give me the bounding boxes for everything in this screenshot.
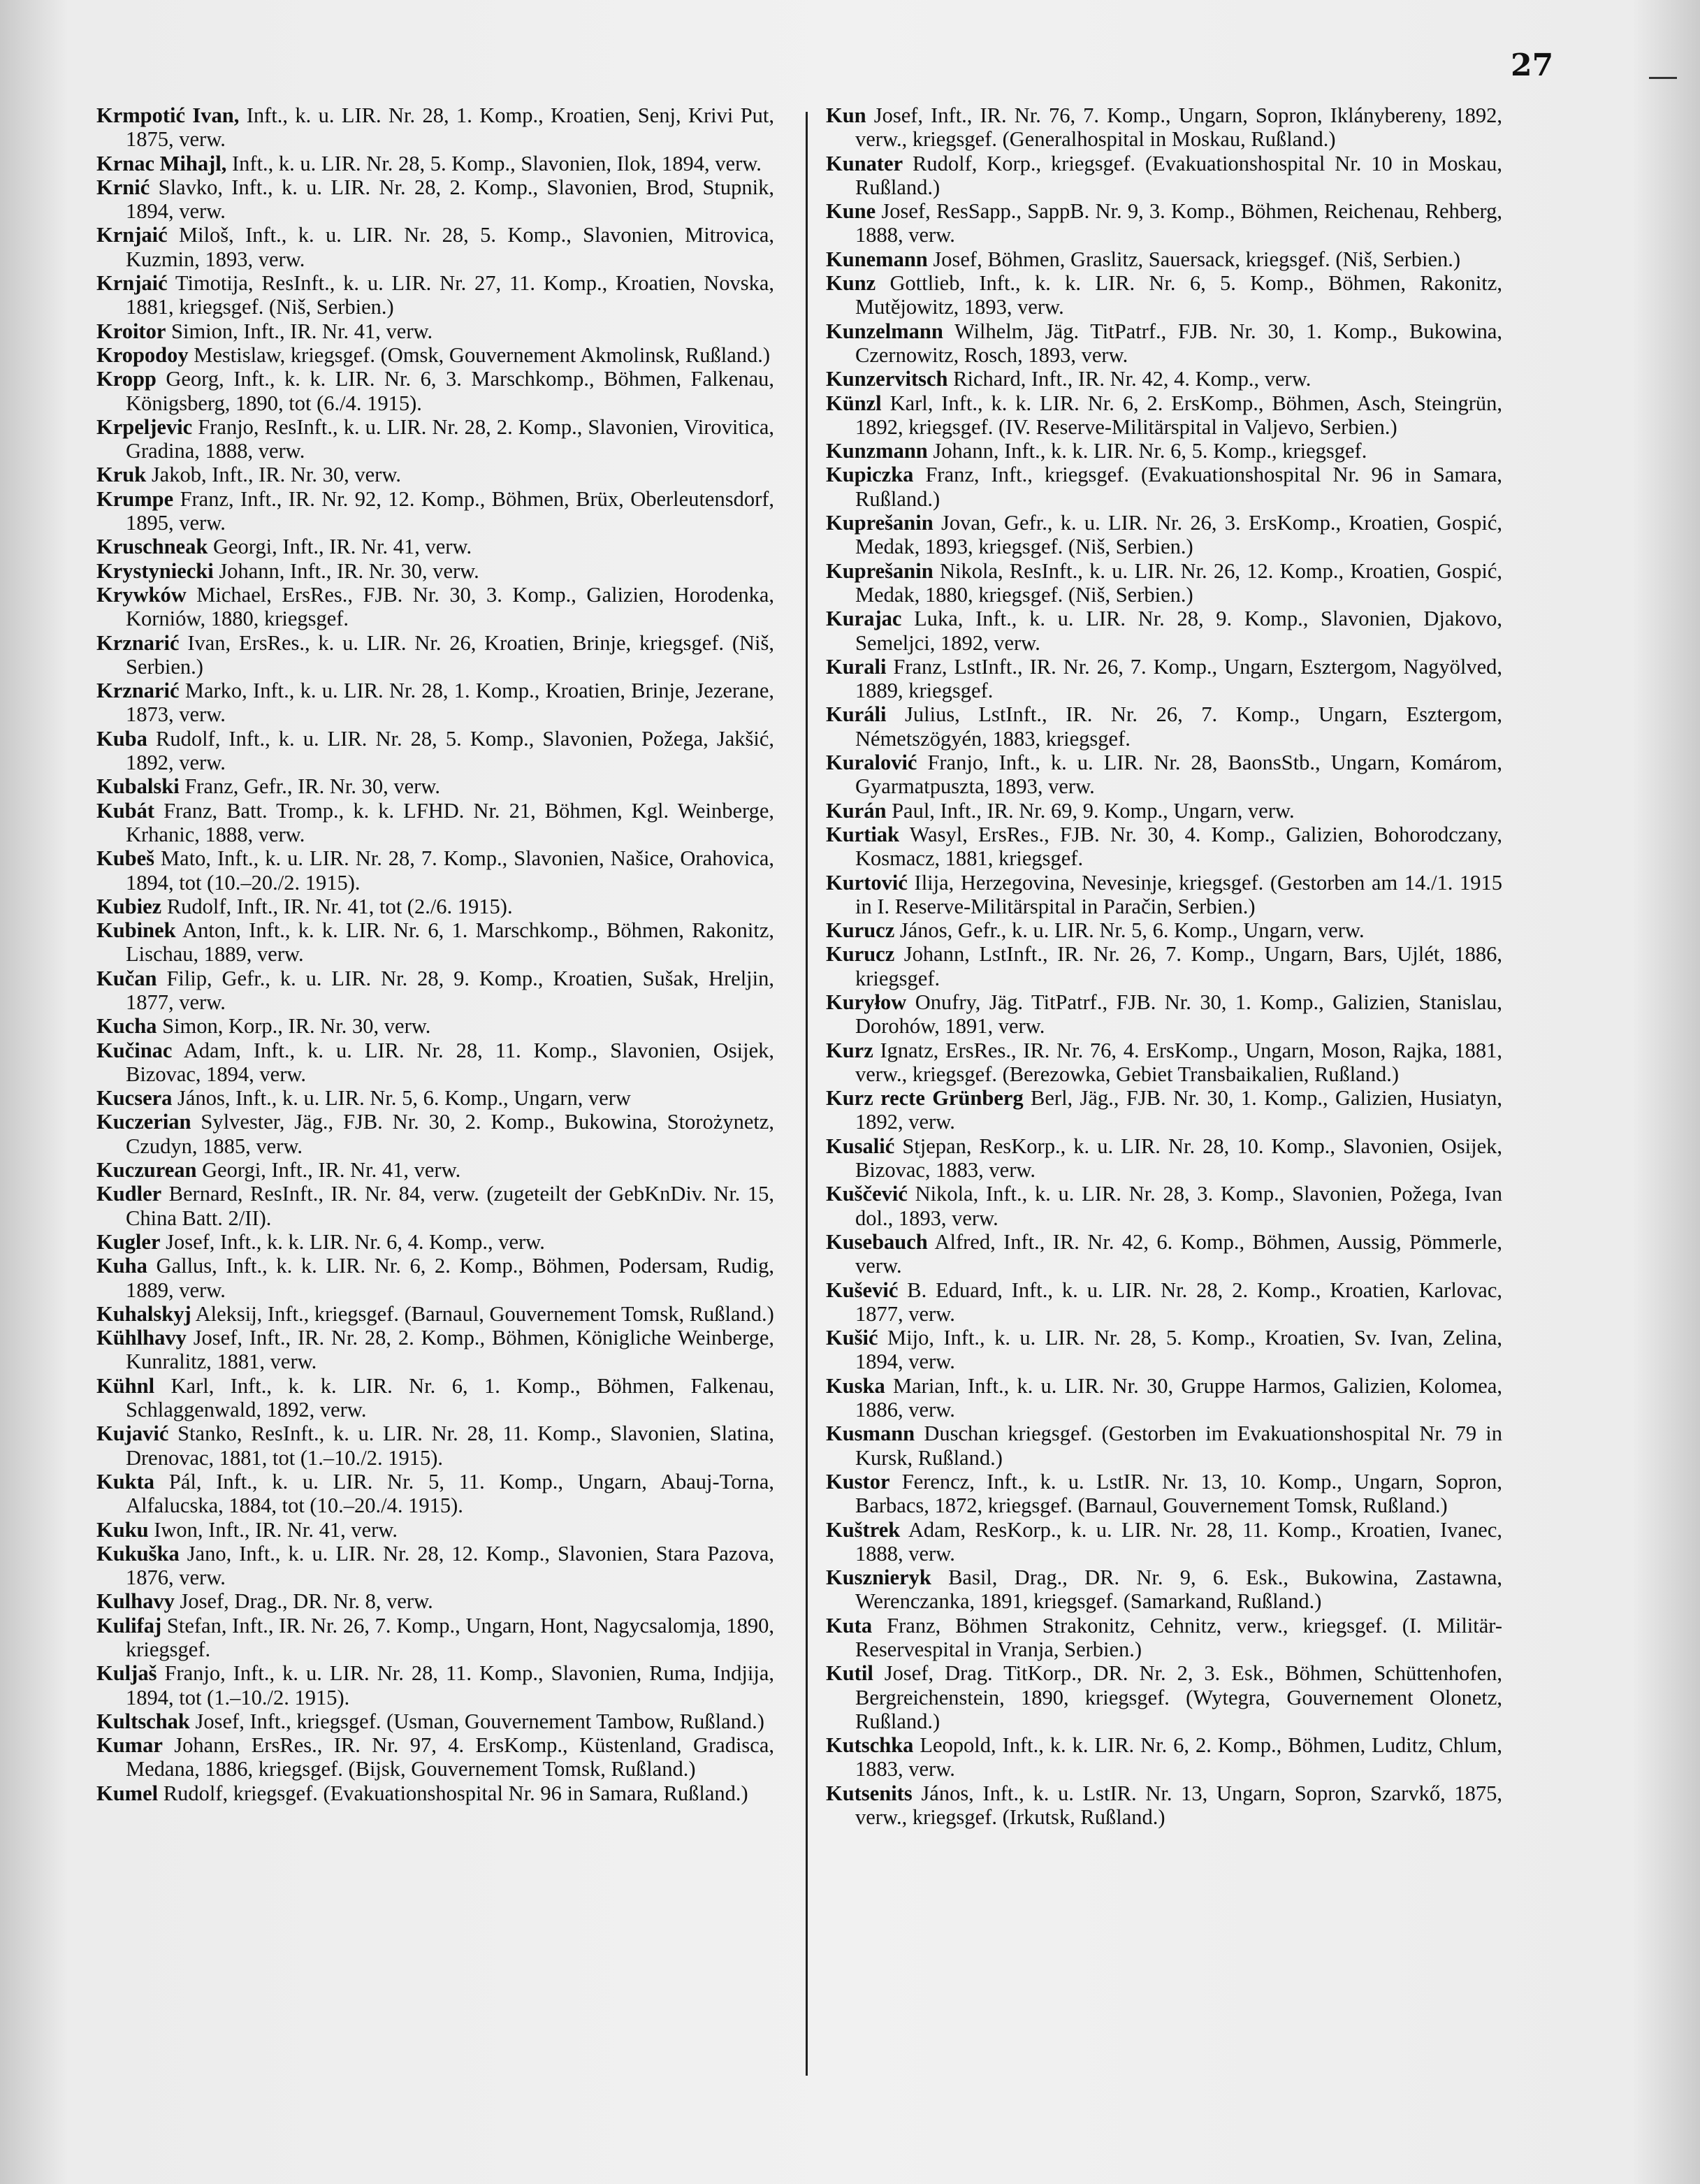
entry-details: Wilhelm, Jäg. TitPatrf., FJB. Nr. 30, 1. Komp., Bukowina, Czernowitz, Rosch, 1893, verw.	[855, 319, 1502, 367]
entry-name: Kruschneak	[96, 535, 208, 559]
entry	[96, 1182, 774, 1230]
entry	[96, 367, 774, 415]
entry-details: B. Eduard, Inft., k. u. LIR. Nr. 28, 2. Komp., Kroatien, Karlovac, 1877, verw.	[855, 1278, 1503, 1326]
entry-details: János, Inft., k. u. LIR. Nr. 5, 6. Komp., Ungarn, verw	[177, 1086, 631, 1111]
entry-name: Krnić	[96, 175, 150, 199]
entry	[826, 1565, 1502, 1614]
entry-details: Josef, Drag. TitKorp., DR. Nr. 2, 3. Esk., Böhmen, Schüttenhofen, Bergreichenstein, 1890, kriegsgef. (Wytegra, Gouvernement Olonetz, Rußland.)	[855, 1661, 1503, 1733]
entry	[96, 343, 774, 367]
entry-details: Richard, Inft., IR. Nr. 42, 4. Komp., verw.	[953, 367, 1312, 391]
entry-details: Simion, Inft., IR. Nr. 41, verw.	[171, 319, 433, 343]
entry	[826, 511, 1502, 559]
entry	[826, 247, 1502, 271]
entry-name: Kupiczka	[826, 463, 914, 487]
entry	[826, 1374, 1502, 1422]
entry	[96, 846, 774, 895]
entry-details: Georgi, Inft., IR. Nr. 41, verw.	[212, 535, 472, 559]
entry	[826, 990, 1502, 1039]
entry-name: Kuprešanin	[826, 511, 933, 535]
entry	[96, 1374, 774, 1422]
entry-name: Kroitor	[96, 319, 166, 343]
entry	[826, 367, 1502, 391]
entry-details: Ivan, ErsRes., k. u. LIR. Nr. 26, Kroatien, Brinje, kriegsgef. (Niš, Serbien.)	[126, 630, 774, 679]
entry	[826, 103, 1502, 152]
entry-details: Inft., k. u. LIR. Nr. 28, 5. Komp., Slavonien, Ilok, 1894, verw.	[232, 151, 762, 175]
entry-name: Kunater	[826, 151, 903, 175]
entry-name: Kurán	[826, 798, 887, 823]
entry	[826, 702, 1502, 751]
entry-details: Jovan, Gefr., k. u. LIR. Nr. 26, 3. ErsKomp., Kroatien, Gospić, Medak, 1893, kriegsgef. (Niš, Serbien.)	[855, 511, 1502, 559]
entry-details: Slavko, Inft., k. u. LIR. Nr. 28, 2. Komp., Slavonien, Brod, Stupnik, 1894, verw.	[126, 175, 774, 224]
entry-name: Kubeš	[96, 846, 155, 871]
entry-name: Kuryłow	[826, 990, 907, 1014]
entry	[96, 1230, 774, 1254]
entry-details: Franz, Böhmen Strakonitz, Cehnitz, verw., kriegsgef. (I. Militär-Reservespital in Vranja, Serbien.)	[855, 1613, 1502, 1661]
entry-name: Kutil	[826, 1661, 873, 1686]
entry-details: Jano, Inft., k. u. LIR. Nr. 28, 12. Komp., Slavonien, Stara Pazova, 1876, verw.	[126, 1541, 774, 1590]
entry-name: Kun	[826, 103, 866, 127]
left-column	[96, 103, 774, 1805]
entry	[96, 1661, 774, 1709]
entry-name: Kušević	[826, 1278, 899, 1302]
entry-details: Josef, Inft., k. k. LIR. Nr. 6, 4. Komp., verw.	[166, 1229, 545, 1254]
entry-name: Kučinac	[96, 1038, 173, 1062]
entry-name: Kunzmann	[826, 439, 928, 463]
entry-name: Kušić	[826, 1326, 878, 1350]
entry-name: Kusalić	[826, 1134, 895, 1158]
entry-details: Mestislaw, kriegsgef. (Omsk, Gouvernement Akmolinsk, Rußland.)	[194, 342, 771, 367]
entry	[96, 1709, 774, 1733]
entry-name: Kruk	[96, 463, 147, 487]
entry-name: Kugler	[96, 1229, 161, 1254]
entry-name: Kuha	[96, 1254, 147, 1278]
entry-details: Franz, Inft., IR. Nr. 92, 12. Komp., Böhmen, Brüx, Oberleutensdorf, 1895, verw.	[126, 486, 775, 535]
entry	[96, 1589, 774, 1613]
entry	[96, 583, 774, 631]
entry	[96, 152, 774, 175]
entry-details: Josef, Böhmen, Graslitz, Sauersack, kriegsgef. (Niš, Serbien.)	[933, 247, 1461, 271]
entry-name: Kumar	[96, 1733, 163, 1758]
entry-name: Kühnl	[96, 1373, 155, 1398]
entry-name: Kurtović	[826, 870, 908, 895]
entry-name: Kuralović	[826, 751, 917, 775]
entry	[826, 918, 1502, 942]
entry-name: Kunzelmann	[826, 319, 943, 343]
entry-details: Basil, Drag., DR. Nr. 9, 6. Esk., Bukowina, Zastawna, Werenczanka, 1891, kriegsgef. (Samarkand, Rußland.)	[855, 1565, 1503, 1614]
entry-details: Berl, Jäg., FJB. Nr. 30, 1. Komp., Galizien, Husiatyn, 1892, verw.	[855, 1086, 1502, 1134]
entry-name: Künzl	[826, 391, 882, 415]
entry-name: Kuštrek	[826, 1517, 901, 1542]
entry	[96, 271, 774, 319]
entry	[826, 799, 1502, 823]
entry-name: Kuczerian	[96, 1110, 191, 1134]
entry-details: Nikola, Inft., k. u. LIR. Nr. 28, 3. Komp., Slavonien, Požega, Ivan dol., 1893, verw.	[855, 1182, 1503, 1230]
entry-name: Kuska	[826, 1373, 885, 1398]
entry-name: Kubát	[96, 798, 155, 823]
entry	[96, 535, 774, 558]
entry-name: Kutschka	[826, 1733, 914, 1758]
entry	[96, 319, 774, 343]
entry-name: Kurz recte Grünberg	[826, 1086, 1024, 1111]
entry	[96, 1781, 774, 1805]
entry-details: Franjo, ResInft., k. u. LIR. Nr. 28, 2. Komp., Slavonien, Virovitica, Gradina, 1888, verw.	[126, 414, 774, 463]
entry-details: Rudolf, Korp., kriegsgef. (Evakuationshospital Nr. 10 in Moskau, Rußland.)	[855, 151, 1502, 199]
entry	[96, 679, 774, 727]
entry-name: Kunzervitsch	[826, 367, 948, 391]
entry	[826, 942, 1502, 990]
entry-details: Gallus, Inft., k. k. LIR. Nr. 6, 2. Komp., Böhmen, Podersam, Rudig, 1889, verw.	[126, 1254, 775, 1302]
entry	[96, 559, 774, 583]
entry-details: Bernard, ResInft., IR. Nr. 84, verw. (zugeteilt der GebKnDiv. Nr. 15, China Batt. 2/II).	[126, 1182, 774, 1230]
entry-name: Kuljaš	[96, 1661, 157, 1686]
entry-name: Kubalski	[96, 774, 180, 799]
entry-name: Krnac Mihajl,	[96, 151, 227, 175]
entry-details: Inft., k. u. LIR. Nr. 28, 1. Komp., Kroatien, Senj, Krivi Put, 1875, verw.	[126, 103, 775, 152]
entry-name: Kuščević	[826, 1182, 908, 1206]
entry	[826, 1134, 1502, 1183]
entry	[96, 967, 774, 1015]
entry	[826, 1086, 1502, 1134]
entry-details: Franz, Gefr., IR. Nr. 30, verw.	[184, 774, 440, 799]
entry-name: Kurucz	[826, 942, 895, 967]
entry-name: Kukta	[96, 1469, 155, 1494]
entry-details: Johann, Inft., IR. Nr. 30, verw.	[219, 558, 479, 583]
entry-name: Kurali	[826, 654, 887, 679]
entry-details: Stanko, ResInft., k. u. LIR. Nr. 28, 11. Komp., Slavonien, Slatina, Drenovac, 1881, tot (1.–10./2. 1915).	[126, 1422, 774, 1470]
entry	[96, 463, 774, 486]
entry	[96, 1039, 774, 1087]
entry-details: Josef, Inft., IR. Nr. 76, 7. Komp., Ungarn, Sopron, Iklánybereny, 1892, verw., kriegsgef. (Generalhospital in Moskau, Rußland.)	[855, 103, 1502, 152]
entry	[96, 1518, 774, 1542]
entry-name: Krnjaić	[96, 271, 168, 296]
entry	[96, 1733, 774, 1781]
entry	[96, 1014, 774, 1038]
entry-details: Franz, Batt. Tromp., k. k. LFHD. Nr. 21, Böhmen, Kgl. Weinberge, Krhanic, 1888, verw.	[126, 798, 774, 846]
entry-details: Franz, LstInft., IR. Nr. 26, 7. Komp., Ungarn, Esztergom, Nagyölved, 1889, kriegsgef.	[855, 654, 1502, 703]
entry	[826, 1614, 1502, 1662]
entry	[96, 631, 774, 679]
entry-details: Adam, ResKorp., k. u. LIR. Nr. 28, 11. Komp., Kroatien, Ivanec, 1888, verw.	[855, 1517, 1502, 1565]
entry-details: Rudolf, kriegsgef. (Evakuationshospital Nr. 96 in Samara, Rußland.)	[163, 1781, 748, 1805]
entry	[826, 1230, 1502, 1278]
entry-name: Kulhavy	[96, 1589, 175, 1614]
entry-name: Kuta	[826, 1613, 873, 1637]
entry	[826, 1733, 1502, 1781]
entry-details: Filip, Gefr., k. u. LIR. Nr. 28, 9. Komp., Kroatien, Sušak, Hreljin, 1877, verw.	[126, 966, 774, 1014]
entry-details: Mato, Inft., k. u. LIR. Nr. 28, 7. Komp., Slavonien, Našice, Orahovica, 1894, tot (10.–20./2. 1915).	[126, 846, 775, 895]
entry-details: Karl, Inft., k. k. LIR. Nr. 6, 2. ErsKomp., Böhmen, Asch, Steingrün, 1892, kriegsgef. (IV. Reserve-Militärspital in Valjevo, Serbien.)	[855, 391, 1502, 439]
entry-details: Wasyl, ErsRes., FJB. Nr. 30, 4. Komp., Galizien, Bohorodczany, Kosmacz, 1881, kriegsgef.	[855, 822, 1502, 871]
entry-details: Anton, Inft., k. k. LIR. Nr. 6, 1. Marschkomp., Böhmen, Rakonitz, Lischau, 1889, verw.	[126, 918, 774, 967]
column-divider	[806, 112, 808, 2076]
entry	[96, 799, 774, 847]
entry	[826, 463, 1502, 511]
entry-details: Leopold, Inft., k. k. LIR. Nr. 6, 2. Komp., Böhmen, Luditz, Chlum, 1883, verw.	[855, 1733, 1502, 1781]
entry	[826, 871, 1502, 919]
entry-details: Franz, Inft., kriegsgef. (Evakuationshospital Nr. 96 in Samara, Rußland.)	[855, 463, 1503, 511]
entry-details: Iwon, Inft., IR. Nr. 41, verw.	[154, 1517, 398, 1542]
entry-details: Simon, Korp., IR. Nr. 30, verw.	[162, 1014, 431, 1039]
entry-details: Georgi, Inft., IR. Nr. 41, verw.	[202, 1158, 461, 1183]
entry-name: Kujavić	[96, 1422, 169, 1446]
entry-name: Krznarić	[96, 630, 180, 655]
entry-details: János, Gefr., k. u. LIR. Nr. 5, 6. Komp., Ungarn, verw.	[899, 918, 1365, 943]
entry	[96, 103, 774, 152]
entry	[826, 559, 1502, 607]
entry	[826, 391, 1502, 440]
entry-details: Julius, LstInft., IR. Nr. 26, 7. Komp., Ungarn, Esztergom, Németszögyén, 1883, kriegsgef.	[855, 702, 1503, 751]
entry-details: Jakob, Inft., IR. Nr. 30, verw.	[151, 463, 401, 487]
entry-details: Paul, Inft., IR. Nr. 69, 9. Komp., Ungarn, verw.	[892, 798, 1295, 823]
entry	[96, 1086, 774, 1110]
entry-details: Johann, LstInft., IR. Nr. 26, 7. Komp., Ungarn, Bars, Ujlét, 1886, kriegsgef.	[855, 942, 1503, 990]
entry-details: Luka, Inft., k. u. LIR. Nr. 28, 9. Komp., Slavonien, Djakovo, Semeljci, 1892, verw.	[855, 607, 1503, 655]
entry-details: Mijo, Inft., k. u. LIR. Nr. 28, 5. Komp., Kroatien, Sv. Ivan, Zelina, 1894, verw.	[855, 1326, 1503, 1374]
entry-details: Michael, ErsRes., FJB. Nr. 30, 3. Komp., Galizien, Horodenka, Korniów, 1880, kriegsgef.	[126, 582, 774, 631]
entry-details: Timotija, ResInft., k. u. LIR. Nr. 27, 11. Komp., Kroatien, Novska, 1881, kriegsgef. (Niš, Serbien.)	[126, 271, 775, 319]
entry-details: Johann, Inft., k. k. LIR. Nr. 6, 5. Komp., kriegsgef.	[933, 439, 1367, 463]
entry	[826, 271, 1502, 319]
entry-details: Aleksij, Inft., kriegsgef. (Barnaul, Gouvernement Tomsk, Rußland.)	[195, 1301, 774, 1326]
entry	[826, 607, 1502, 655]
entry-name: Kunz	[826, 271, 876, 296]
entry	[96, 1302, 774, 1326]
entry-name: Kucsera	[96, 1086, 173, 1111]
entry-details: Josef, ResSapp., SappB. Nr. 9, 3. Komp., Böhmen, Reichenau, Rehberg, 1888, verw.	[855, 199, 1503, 247]
entry	[826, 1518, 1502, 1566]
entry-name: Kurz	[826, 1038, 873, 1062]
entry-name: Kühlhavy	[96, 1326, 187, 1350]
entry-name: Krystyniecki	[96, 558, 214, 583]
entry-details: Karl, Inft., k. k. LIR. Nr. 6, 1. Komp., Böhmen, Falkenau, Schlaggenwald, 1892, verw.	[126, 1373, 775, 1422]
entry-details: Miloš, Inft., k. u. LIR. Nr. 28, 5. Komp., Slavonien, Mitrovica, Kuzmin, 1893, verw.	[126, 223, 774, 271]
entry-name: Kunemann	[826, 247, 928, 271]
entry-name: Kultschak	[96, 1709, 190, 1733]
entry-details: Gottlieb, Inft., k. k. LIR. Nr. 6, 5. Komp., Böhmen, Rakonitz, Mutějowitz, 1893, verw.	[855, 271, 1502, 319]
entry-details: Alfred, Inft., IR. Nr. 42, 6. Komp., Böhmen, Aussig, Pömmerle, verw.	[855, 1229, 1502, 1278]
entry-name: Krywków	[96, 582, 187, 607]
entry-name: Kropodoy	[96, 342, 189, 367]
entry-details: Josef, Inft., kriegsgef. (Usman, Gouvernement Tambow, Rußland.)	[195, 1709, 764, 1733]
entry-details: János, Inft., k. u. LstIR. Nr. 13, Ungarn, Sopron, Szarvkő, 1875, verw., kriegsgef. (Irkutsk, Rußland.)	[855, 1781, 1503, 1830]
entry-details: Rudolf, Inft., IR. Nr. 41, tot (2./6. 1915).	[166, 894, 513, 918]
entry	[96, 895, 774, 918]
entry-details: Pál, Inft., k. u. LIR. Nr. 5, 11. Komp., Ungarn, Abauj-Torna, Alfalucska, 1884, tot (10.–20./4. 1915).	[126, 1469, 775, 1518]
entry	[96, 175, 774, 224]
entry-name: Kučan	[96, 966, 157, 990]
entry	[826, 152, 1502, 200]
entry-name: Kurtiak	[826, 822, 900, 846]
entry-details: Stefan, Inft., IR. Nr. 26, 7. Komp., Ungarn, Hont, Nagycsalomja, 1890, kriegsgef.	[126, 1613, 774, 1661]
entry-details: Josef, Inft., IR. Nr. 28, 2. Komp., Böhmen, Königliche Weinberge, Kunralitz, 1881, verw.	[126, 1326, 774, 1374]
entry	[826, 319, 1502, 368]
entry	[96, 1542, 774, 1590]
entry-details: Johann, ErsRes., IR. Nr. 97, 4. ErsKomp., Küstenland, Gradisca, Medana, 1886, kriegsgef. (Bijsk, Gouvernement Tomsk, Rußland.)	[126, 1733, 775, 1781]
entry-details: Marko, Inft., k. u. LIR. Nr. 28, 1. Komp., Kroatien, Brinje, Jezerane, 1873, verw.	[126, 679, 775, 727]
entry-name: Kukuška	[96, 1541, 180, 1565]
entry-name: Kuprešanin	[826, 558, 933, 583]
entry-name: Krmpotić Ivan,	[96, 103, 240, 127]
entry-details: Franjo, Inft., k. u. LIR. Nr. 28, BaonsStb., Ungarn, Komárom, Gyarmatpuszta, 1893, verw.	[855, 751, 1503, 799]
entry-details: Ilija, Herzegovina, Nevesinje, kriegsgef. (Gestorben am 14./1. 1915 in I. Reserve-Militärspital in Paračin, Serbien.)	[855, 870, 1502, 918]
entry	[826, 1422, 1502, 1470]
entry-details: Nikola, ResInft., k. u. LIR. Nr. 26, 12. Komp., Kroatien, Gospić, Medak, 1880, kriegsgef. (Niš, Serbien.)	[855, 558, 1502, 607]
entry-name: Kurucz	[826, 918, 895, 943]
entry	[96, 1422, 774, 1470]
entry	[96, 1158, 774, 1182]
entry-details: Sylvester, Jäg., FJB. Nr. 30, 2. Komp., Bukowina, Storożynetz, Czudyn, 1885, verw.	[126, 1110, 775, 1158]
entry-details: Ferencz, Inft., k. u. LstIR. Nr. 13, 10. Komp., Ungarn, Sopron, Barbacs, 1872, kriegsgef. (Barnaul, Gouvernement Tomsk, Rußland.)	[855, 1469, 1503, 1518]
entry	[96, 774, 774, 798]
entry-details: Ignatz, ErsRes., IR. Nr. 76, 4. ErsKomp., Ungarn, Moson, Rajka, 1881, verw., kriegsgef. (Berezowka, Gebiet Transbaikalien, Rußland.)	[855, 1038, 1503, 1086]
entry	[826, 823, 1502, 871]
entry-details: Marian, Inft., k. u. LIR. Nr. 30, Gruppe Harmos, Galizien, Kolomea, 1886, verw.	[855, 1373, 1503, 1422]
entry-details: Josef, Drag., DR. Nr. 8, verw.	[180, 1589, 433, 1614]
entry-name: Krumpe	[96, 486, 174, 511]
entry-name: Kumel	[96, 1781, 159, 1805]
entry	[826, 1039, 1502, 1087]
entry-name: Krnjaić	[96, 223, 168, 247]
entry-name: Kubiez	[96, 894, 162, 918]
entry-name: Krznarić	[96, 679, 180, 703]
entry	[96, 487, 774, 535]
entry	[96, 1110, 774, 1158]
entry	[96, 918, 774, 967]
entry-name: Kuráli	[826, 702, 887, 727]
entry-name: Kune	[826, 199, 876, 224]
entry	[96, 1470, 774, 1518]
entry	[826, 199, 1502, 247]
entry	[96, 1614, 774, 1662]
entry-name: Kurajac	[826, 607, 902, 631]
entry	[826, 655, 1502, 703]
entry-details: Georg, Inft., k. k. LIR. Nr. 6, 3. Marschkomp., Böhmen, Falkenau, Königsberg, 1890, tot (6./4. 1915).	[126, 367, 775, 415]
entry-name: Kustor	[826, 1469, 890, 1494]
entry	[96, 1326, 774, 1374]
entry-name: Kudler	[96, 1182, 162, 1206]
entry-name: Kubinek	[96, 918, 176, 943]
entry-name: Krpeljevic	[96, 414, 193, 439]
entry-details: Rudolf, Inft., k. u. LIR. Nr. 28, 5. Komp., Slavonien, Požega, Jakšić, 1892, verw.	[126, 726, 774, 775]
entry-name: Kuczurean	[96, 1158, 197, 1183]
entry-details: Duschan kriegsgef. (Gestorben im Evakuationshospital Nr. 79 in Kursk, Rußland.)	[855, 1422, 1502, 1470]
entry-name: Kuba	[96, 726, 147, 751]
entry	[826, 1278, 1502, 1326]
entry-name: Kusebauch	[826, 1229, 928, 1254]
entry	[826, 1661, 1502, 1733]
entry	[96, 1254, 774, 1302]
entry	[96, 415, 774, 463]
entry	[826, 439, 1502, 463]
entry-details: Adam, Inft., k. u. LIR. Nr. 28, 11. Komp., Slavonien, Osijek, Bizovac, 1894, verw.	[126, 1038, 774, 1086]
entry-name: Kusmann	[826, 1422, 915, 1446]
entry-name: Kutsenits	[826, 1781, 913, 1805]
page-number: 27	[1511, 48, 1554, 83]
entry-name: Kuku	[96, 1517, 149, 1542]
edge-mark	[1649, 77, 1677, 79]
entry-name: Kusznieryk	[826, 1565, 931, 1590]
entry	[826, 1781, 1502, 1830]
entry-details: Onufry, Jäg. TitPatrf., FJB. Nr. 30, 1. Komp., Galizien, Stanislau, Dorohów, 1891, verw.	[855, 990, 1503, 1039]
entry-details: Franjo, Inft., k. u. LIR. Nr. 28, 11. Komp., Slavonien, Ruma, Indjija, 1894, tot (1.–10./2. 1915).	[126, 1661, 775, 1709]
entry-details: Stjepan, ResKorp., k. u. LIR. Nr. 28, 10. Komp., Slavonien, Osijek, Bizovac, 1883, verw.	[855, 1134, 1502, 1183]
entry	[826, 751, 1502, 799]
entry-name: Kuhalskyj	[96, 1301, 191, 1326]
entry-name: Kucha	[96, 1014, 157, 1039]
right-column	[826, 103, 1502, 1829]
entry-name: Kropp	[96, 367, 157, 391]
entry	[96, 727, 774, 775]
entry	[96, 223, 774, 271]
entry-name: Kulifaj	[96, 1613, 162, 1637]
entry	[826, 1182, 1502, 1230]
entry	[826, 1326, 1502, 1374]
entry	[826, 1470, 1502, 1518]
